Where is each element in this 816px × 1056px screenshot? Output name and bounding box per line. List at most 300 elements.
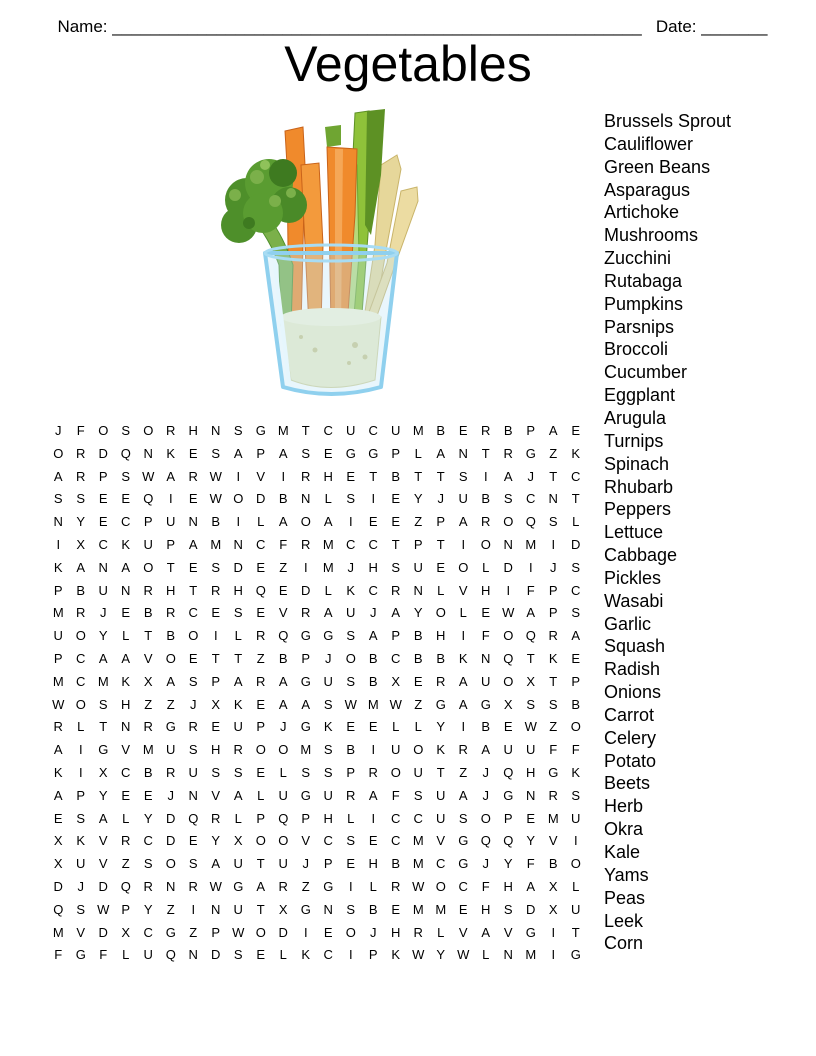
grid-letter[interactable]: R (301, 605, 311, 621)
grid-letter[interactable]: L (324, 491, 332, 507)
grid-letter[interactable]: W (209, 491, 222, 507)
grid-letter[interactable]: I (461, 719, 466, 735)
grid-letter[interactable]: C (391, 650, 401, 666)
grid-letter[interactable]: S (188, 742, 198, 758)
grid-letter[interactable]: R (143, 582, 153, 598)
grid-letter[interactable]: B (481, 491, 491, 507)
grid-letter[interactable]: R (143, 878, 153, 894)
grid-letter[interactable]: E (323, 924, 333, 940)
grid-letter[interactable]: A (526, 878, 536, 894)
grid-letter[interactable]: J (280, 719, 287, 735)
grid-letter[interactable]: T (549, 673, 558, 689)
grid-letter[interactable]: I (303, 924, 308, 940)
grid-letter[interactable]: R (256, 673, 266, 689)
grid-letter[interactable]: K (571, 764, 581, 780)
grid-letter[interactable]: F (391, 787, 400, 803)
grid-letter[interactable]: F (526, 856, 535, 872)
grid-letter[interactable]: S (571, 787, 581, 803)
grid-letter[interactable]: L (414, 719, 422, 735)
grid-letter[interactable]: W (502, 605, 515, 621)
grid-letter[interactable]: W (412, 947, 425, 963)
grid-letter[interactable]: U (278, 787, 288, 803)
grid-letter[interactable]: T (436, 764, 445, 780)
grid-letter[interactable]: N (301, 491, 311, 507)
grid-letter[interactable]: H (233, 582, 243, 598)
grid-letter[interactable]: G (300, 673, 311, 689)
grid-letter[interactable]: S (211, 764, 221, 780)
grid-letter[interactable]: W (412, 878, 425, 894)
grid-letter[interactable]: F (549, 742, 558, 758)
grid-letter[interactable]: K (53, 764, 63, 780)
grid-letter[interactable]: Y (143, 810, 153, 826)
grid-letter[interactable]: A (166, 673, 176, 689)
grid-letter[interactable]: H (526, 764, 536, 780)
grid-letter[interactable]: A (278, 445, 288, 461)
grid-letter[interactable]: P (301, 810, 311, 826)
grid-letter[interactable]: Y (98, 628, 108, 644)
grid-letter[interactable]: L (392, 719, 400, 735)
grid-letter[interactable]: I (371, 742, 376, 758)
grid-letter[interactable]: N (233, 536, 243, 552)
grid-letter[interactable]: E (211, 605, 221, 621)
grid-letter[interactable]: I (348, 514, 353, 530)
grid-letter[interactable]: A (526, 605, 536, 621)
grid-letter[interactable]: O (503, 673, 514, 689)
grid-letter[interactable]: A (458, 514, 468, 530)
grid-letter[interactable]: Q (480, 833, 491, 849)
grid-letter[interactable]: I (551, 924, 556, 940)
grid-letter[interactable]: E (188, 650, 198, 666)
grid-letter[interactable]: L (122, 947, 130, 963)
grid-letter[interactable]: W (209, 878, 222, 894)
grid-letter[interactable]: R (548, 787, 558, 803)
grid-letter[interactable]: F (571, 742, 580, 758)
grid-letter[interactable]: X (211, 696, 221, 712)
grid-letter[interactable]: C (76, 650, 86, 666)
grid-letter[interactable]: F (526, 582, 535, 598)
grid-letter[interactable]: G (300, 719, 311, 735)
grid-letter[interactable]: P (571, 673, 581, 689)
grid-letter[interactable]: B (278, 650, 288, 666)
grid-letter[interactable]: U (391, 742, 401, 758)
grid-letter[interactable]: M (277, 423, 289, 438)
grid-letter[interactable]: T (549, 468, 558, 484)
grid-letter[interactable]: M (412, 833, 424, 849)
grid-letter[interactable]: H (121, 696, 131, 712)
grid-letter[interactable]: P (526, 423, 536, 438)
grid-letter[interactable]: D (53, 878, 63, 894)
grid-letter[interactable]: E (53, 810, 63, 826)
grid-letter[interactable]: E (121, 605, 131, 621)
grid-letter[interactable]: S (98, 696, 108, 712)
grid-letter[interactable]: B (143, 605, 153, 621)
grid-letter[interactable]: R (188, 878, 198, 894)
grid-letter[interactable]: E (346, 856, 356, 872)
grid-letter[interactable]: C (188, 605, 198, 621)
grid-letter[interactable]: G (525, 924, 536, 940)
grid-letter[interactable]: S (233, 423, 243, 438)
grid-letter[interactable]: O (345, 650, 356, 666)
grid-letter[interactable]: C (391, 810, 401, 826)
grid-letter[interactable]: A (458, 696, 468, 712)
grid-letter[interactable]: M (412, 423, 424, 438)
grid-letter[interactable]: N (481, 650, 491, 666)
grid-letter[interactable]: Z (121, 856, 130, 872)
grid-letter[interactable]: E (503, 719, 513, 735)
grid-letter[interactable]: E (391, 514, 401, 530)
grid-letter[interactable]: C (323, 423, 333, 438)
grid-letter[interactable]: O (435, 605, 446, 621)
grid-letter[interactable]: V (98, 856, 108, 872)
grid-letter[interactable]: O (188, 628, 199, 644)
grid-letter[interactable]: K (233, 696, 243, 712)
grid-letter[interactable]: T (99, 719, 108, 735)
grid-letter[interactable]: I (236, 468, 241, 484)
grid-letter[interactable]: W (97, 901, 110, 917)
grid-letter[interactable]: G (75, 947, 86, 963)
grid-letter[interactable]: K (121, 536, 131, 552)
grid-letter[interactable]: P (76, 787, 86, 803)
grid-letter[interactable]: V (143, 650, 153, 666)
grid-letter[interactable]: O (278, 742, 289, 758)
grid-letter[interactable]: A (278, 514, 288, 530)
grid-letter[interactable]: U (346, 423, 356, 438)
grid-letter[interactable]: A (211, 856, 221, 872)
grid-letter[interactable]: A (98, 810, 108, 826)
grid-letter[interactable]: T (144, 628, 153, 644)
grid-letter[interactable]: O (278, 833, 289, 849)
grid-letter[interactable]: L (347, 810, 355, 826)
grid-letter[interactable]: B (143, 764, 153, 780)
grid-letter[interactable]: C (391, 833, 401, 849)
grid-letter[interactable]: T (166, 559, 175, 575)
grid-letter[interactable]: E (188, 445, 198, 461)
grid-letter[interactable]: C (121, 764, 131, 780)
grid-letter[interactable]: G (165, 924, 176, 940)
grid-letter[interactable]: Y (436, 947, 446, 963)
grid-letter[interactable]: Y (436, 719, 446, 735)
grid-letter[interactable]: E (188, 559, 198, 575)
grid-letter[interactable]: G (548, 764, 559, 780)
grid-letter[interactable]: A (481, 924, 491, 940)
grid-letter[interactable]: K (166, 445, 176, 461)
grid-letter[interactable]: Q (503, 650, 514, 666)
grid-letter[interactable]: E (346, 468, 356, 484)
grid-letter[interactable]: M (525, 947, 537, 963)
grid-letter[interactable]: S (346, 628, 356, 644)
grid-letter[interactable]: R (53, 719, 63, 735)
grid-letter[interactable]: L (279, 947, 287, 963)
grid-letter[interactable]: S (346, 833, 356, 849)
grid-letter[interactable]: S (458, 810, 468, 826)
grid-letter[interactable]: C (143, 924, 153, 940)
grid-letter[interactable]: E (458, 901, 468, 917)
grid-letter[interactable]: L (572, 514, 580, 530)
grid-letter[interactable]: G (233, 878, 244, 894)
grid-letter[interactable]: O (75, 628, 86, 644)
grid-letter[interactable]: V (121, 742, 131, 758)
grid-letter[interactable]: B (278, 491, 288, 507)
grid-letter[interactable]: U (143, 947, 153, 963)
grid-letter[interactable]: J (77, 878, 84, 894)
grid-letter[interactable]: I (483, 468, 488, 484)
grid-letter[interactable]: U (391, 423, 401, 438)
grid-letter[interactable]: K (301, 947, 311, 963)
grid-letter[interactable]: U (323, 787, 333, 803)
grid-letter[interactable]: Z (166, 901, 175, 917)
grid-letter[interactable]: B (346, 742, 356, 758)
grid-letter[interactable]: M (52, 924, 64, 940)
grid-letter[interactable]: S (391, 559, 401, 575)
grid-letter[interactable]: I (78, 764, 83, 780)
grid-letter[interactable]: K (53, 559, 63, 575)
grid-letter[interactable]: X (53, 856, 63, 872)
grid-letter[interactable]: J (550, 559, 557, 575)
grid-letter[interactable]: Y (413, 605, 423, 621)
grid-letter[interactable]: R (481, 514, 491, 530)
grid-letter[interactable]: P (391, 445, 401, 461)
grid-letter[interactable]: L (122, 628, 130, 644)
grid-letter[interactable]: B (211, 514, 221, 530)
grid-letter[interactable]: R (211, 582, 221, 598)
grid-letter[interactable]: P (256, 810, 266, 826)
grid-letter[interactable]: P (53, 582, 63, 598)
grid-letter[interactable]: G (300, 628, 311, 644)
grid-letter[interactable]: A (256, 878, 266, 894)
grid-letter[interactable]: Q (188, 810, 199, 826)
grid-letter[interactable]: M (322, 559, 334, 575)
grid-letter[interactable]: P (98, 468, 108, 484)
grid-letter[interactable]: J (527, 468, 534, 484)
grid-letter[interactable]: N (98, 559, 108, 575)
grid-letter[interactable]: C (571, 468, 581, 484)
grid-letter[interactable]: I (281, 468, 286, 484)
grid-letter[interactable]: K (571, 445, 581, 461)
grid-letter[interactable]: O (345, 924, 356, 940)
grid-letter[interactable]: E (256, 947, 266, 963)
grid-letter[interactable]: C (526, 491, 536, 507)
grid-letter[interactable]: D (503, 559, 513, 575)
grid-letter[interactable]: U (278, 856, 288, 872)
grid-letter[interactable]: K (346, 582, 356, 598)
grid-letter[interactable]: B (413, 628, 423, 644)
grid-letter[interactable]: E (121, 787, 131, 803)
grid-letter[interactable]: P (368, 947, 378, 963)
grid-letter[interactable]: Q (278, 628, 289, 644)
grid-letter[interactable]: U (188, 764, 198, 780)
grid-letter[interactable]: O (503, 628, 514, 644)
grid-letter[interactable]: P (211, 673, 221, 689)
grid-letter[interactable]: L (122, 810, 130, 826)
grid-letter[interactable]: H (211, 742, 221, 758)
grid-letter[interactable]: A (188, 536, 198, 552)
grid-letter[interactable]: F (481, 628, 490, 644)
grid-letter[interactable]: Z (459, 764, 468, 780)
grid-letter[interactable]: H (503, 878, 513, 894)
grid-letter[interactable]: P (301, 650, 311, 666)
grid-letter[interactable]: G (300, 787, 311, 803)
grid-letter[interactable]: O (233, 491, 244, 507)
grid-letter[interactable]: E (346, 719, 356, 735)
grid-letter[interactable]: H (481, 901, 491, 917)
grid-letter[interactable]: A (436, 445, 446, 461)
grid-letter[interactable]: C (98, 536, 108, 552)
grid-letter[interactable]: O (503, 514, 514, 530)
grid-letter[interactable]: C (323, 947, 333, 963)
grid-letter[interactable]: E (256, 559, 266, 575)
grid-letter[interactable]: N (548, 491, 558, 507)
grid-letter[interactable]: S (301, 764, 311, 780)
grid-letter[interactable]: N (166, 878, 176, 894)
grid-letter[interactable]: E (121, 491, 131, 507)
grid-letter[interactable]: M (52, 605, 64, 621)
grid-letter[interactable]: W (232, 924, 245, 940)
grid-letter[interactable]: H (368, 559, 378, 575)
grid-letter[interactable]: C (323, 833, 333, 849)
grid-letter[interactable]: J (370, 924, 377, 940)
grid-letter[interactable]: S (188, 673, 198, 689)
grid-letter[interactable]: A (233, 673, 243, 689)
grid-letter[interactable]: E (481, 605, 491, 621)
grid-letter[interactable]: N (188, 787, 198, 803)
grid-letter[interactable]: J (482, 787, 489, 803)
grid-letter[interactable]: E (323, 445, 333, 461)
grid-letter[interactable]: W (457, 947, 470, 963)
grid-letter[interactable]: E (143, 787, 153, 803)
grid-letter[interactable]: G (458, 833, 469, 849)
grid-letter[interactable]: U (143, 536, 153, 552)
grid-letter[interactable]: A (98, 650, 108, 666)
grid-letter[interactable]: A (53, 742, 63, 758)
grid-letter[interactable]: G (98, 742, 109, 758)
grid-letter[interactable]: Y (98, 787, 108, 803)
grid-letter[interactable]: E (256, 696, 266, 712)
grid-letter[interactable]: T (256, 901, 265, 917)
grid-letter[interactable]: S (53, 491, 63, 507)
grid-letter[interactable]: C (368, 536, 378, 552)
grid-letter[interactable]: R (188, 468, 198, 484)
grid-letter[interactable]: K (391, 947, 401, 963)
grid-letter[interactable]: C (143, 833, 153, 849)
grid-letter[interactable]: G (300, 901, 311, 917)
grid-letter[interactable]: O (98, 423, 109, 438)
grid-letter[interactable]: D (166, 810, 176, 826)
grid-letter[interactable]: X (391, 673, 401, 689)
grid-letter[interactable]: T (301, 423, 310, 438)
grid-letter[interactable]: S (571, 559, 581, 575)
grid-letter[interactable]: U (436, 810, 446, 826)
grid-letter[interactable]: K (458, 650, 468, 666)
grid-letter[interactable]: S (458, 468, 468, 484)
grid-letter[interactable]: W (142, 468, 155, 484)
grid-letter[interactable]: S (323, 742, 333, 758)
grid-letter[interactable]: E (278, 582, 288, 598)
grid-letter[interactable]: U (98, 582, 108, 598)
grid-letter[interactable]: N (503, 536, 513, 552)
grid-letter[interactable]: A (53, 787, 63, 803)
grid-letter[interactable]: Y (76, 514, 86, 530)
grid-letter[interactable]: I (191, 901, 196, 917)
grid-letter[interactable]: B (436, 423, 446, 438)
grid-letter[interactable]: A (278, 673, 288, 689)
grid-letter[interactable]: G (503, 787, 514, 803)
grid-letter[interactable]: R (301, 536, 311, 552)
grid-letter[interactable]: M (412, 901, 424, 917)
grid-letter[interactable]: Q (165, 947, 176, 963)
grid-letter[interactable]: R (278, 878, 288, 894)
grid-letter[interactable]: A (53, 468, 63, 484)
grid-letter[interactable]: F (481, 878, 490, 894)
grid-letter[interactable]: A (458, 787, 468, 803)
grid-letter[interactable]: J (167, 787, 174, 803)
grid-letter[interactable]: Q (525, 514, 536, 530)
grid-letter[interactable]: S (211, 445, 221, 461)
grid-letter[interactable]: L (369, 878, 377, 894)
grid-letter[interactable]: P (436, 514, 446, 530)
grid-letter[interactable]: Y (413, 491, 423, 507)
grid-letter[interactable]: B (413, 650, 423, 666)
grid-letter[interactable]: G (165, 719, 176, 735)
grid-letter[interactable]: R (391, 582, 401, 598)
grid-letter[interactable]: G (323, 878, 334, 894)
grid-letter[interactable]: I (236, 514, 241, 530)
grid-letter[interactable]: I (528, 559, 533, 575)
grid-letter[interactable]: J (100, 605, 107, 621)
grid-letter[interactable]: R (233, 742, 243, 758)
grid-letter[interactable]: X (233, 833, 243, 849)
grid-letter[interactable]: E (256, 605, 266, 621)
grid-letter[interactable]: P (256, 445, 266, 461)
grid-letter[interactable]: R (413, 924, 423, 940)
grid-letter[interactable]: N (53, 514, 63, 530)
grid-letter[interactable]: U (233, 901, 243, 917)
grid-letter[interactable]: A (166, 468, 176, 484)
grid-letter[interactable]: E (188, 491, 198, 507)
grid-letter[interactable]: T (526, 650, 535, 666)
grid-letter[interactable]: U (436, 787, 446, 803)
grid-letter[interactable]: O (75, 696, 86, 712)
name-field[interactable]: Name: ________________________________________________________ (57, 17, 642, 36)
grid-letter[interactable]: E (391, 491, 401, 507)
grid-letter[interactable]: V (436, 833, 446, 849)
grid-letter[interactable]: U (166, 514, 176, 530)
grid-letter[interactable]: R (548, 628, 558, 644)
grid-letter[interactable]: H (436, 628, 446, 644)
grid-letter[interactable]: R (211, 810, 221, 826)
grid-letter[interactable]: S (233, 605, 243, 621)
grid-letter[interactable]: F (76, 423, 85, 438)
grid-letter[interactable]: V (278, 605, 288, 621)
grid-letter[interactable]: W (524, 719, 537, 735)
grid-letter[interactable]: L (257, 787, 265, 803)
grid-letter[interactable]: M (210, 536, 222, 552)
grid-letter[interactable]: B (503, 423, 513, 438)
grid-letter[interactable]: A (233, 445, 243, 461)
grid-letter[interactable]: P (143, 514, 153, 530)
grid-letter[interactable]: R (458, 742, 468, 758)
grid-letter[interactable]: S (323, 764, 333, 780)
grid-letter[interactable]: E (188, 833, 198, 849)
grid-letter[interactable]: T (571, 924, 580, 940)
grid-letter[interactable]: U (571, 810, 581, 826)
grid-letter[interactable]: M (525, 536, 537, 552)
grid-letter[interactable]: L (437, 582, 445, 598)
grid-letter[interactable]: C (436, 856, 446, 872)
grid-letter[interactable]: B (571, 696, 581, 712)
grid-letter[interactable]: J (347, 559, 354, 575)
grid-letter[interactable]: I (56, 536, 61, 552)
grid-letter[interactable]: M (300, 742, 312, 758)
